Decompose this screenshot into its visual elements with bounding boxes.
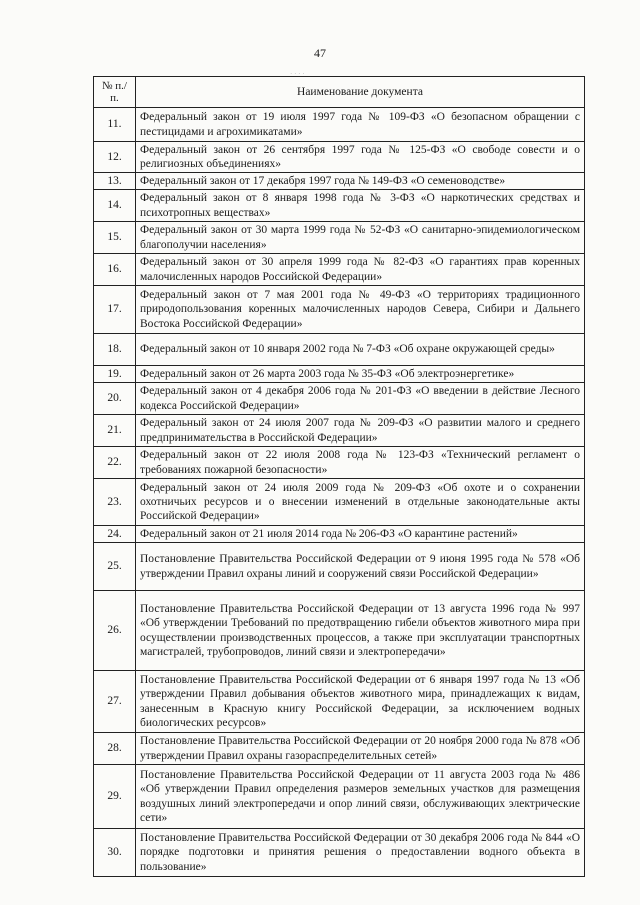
row-document-name: Федеральный закон от 26 марта 2003 года № 35-ФЗ «Об электроэнергетике» xyxy=(136,366,585,383)
row-number: 21. xyxy=(94,415,136,447)
row-document-name: Федеральный закон от 4 декабря 2006 года № 201-ФЗ «О введении в действие Лесного кодекса Российской Федерации» xyxy=(136,383,585,415)
documents-table xyxy=(93,76,585,877)
table-row xyxy=(94,479,585,526)
table-row xyxy=(94,526,585,543)
header-number: № п./п. xyxy=(94,77,136,108)
row-document-name: Постановление Правительства Российской Федерации от 13 августа 1996 года № 997 «Об утверждении Требований по предотвращению гибели объектов животного мира при осуществлении производственных процессов, а также при эксплуатации транспортных магистралей, трубопроводов, линий связи и электропередачи» xyxy=(136,591,585,671)
table-row xyxy=(94,108,585,142)
table-row xyxy=(94,366,585,383)
row-number: 15. xyxy=(94,222,136,254)
row-document-name: Федеральный закон от 24 июля 2007 года № 209-ФЗ «О развитии малого и среднего предпринимательства в Российской Федерации» xyxy=(136,415,585,447)
row-number: 17. xyxy=(94,286,136,334)
header-document-name: Наименование документа xyxy=(136,77,585,108)
table-row xyxy=(94,671,585,733)
row-document-name: Федеральный закон от 8 января 1998 года № 3-ФЗ «О наркотических средствах и психотропных веществах» xyxy=(136,190,585,222)
row-document-name: Федеральный закон от 7 мая 2001 года № 49-ФЗ «О территориях традиционного природопользования коренных малочисленных народов Севера, Сибири и Дальнего Востока Российской Федерации» xyxy=(136,286,585,334)
table-row xyxy=(94,190,585,222)
row-number: 23. xyxy=(94,479,136,526)
row-number: 25. xyxy=(94,543,136,591)
table-row xyxy=(94,765,585,829)
row-number: 24. xyxy=(94,526,136,543)
page-number: 47 xyxy=(314,46,326,60)
row-number: 22. xyxy=(94,447,136,479)
table-header-row xyxy=(94,77,585,108)
row-document-name: Постановление Правительства Российской Федерации от 20 ноября 2000 года № 878 «Об утверждении Правил охраны газораспределительных сетей» xyxy=(136,733,585,765)
table-row xyxy=(94,415,585,447)
table-row xyxy=(94,142,585,173)
scan-specks: · · · · xyxy=(290,70,305,78)
row-document-name: Постановление Правительства Российской Федерации от 9 июня 1995 года № 578 «Об утверждении Правил охраны линий и сооружений связи Российской Федерации» xyxy=(136,543,585,591)
table-row xyxy=(94,334,585,366)
row-document-name: Постановление Правительства Российской Федерации от 30 декабря 2006 года № 844 «О порядке подготовки и принятия решения о предоставлении водного объекта в пользование» xyxy=(136,829,585,877)
table-row xyxy=(94,286,585,334)
row-document-name: Федеральный закон от 30 апреля 1999 года № 82-ФЗ «О гарантиях прав коренных малочисленных народов Российской Федерации» xyxy=(136,254,585,286)
table-row xyxy=(94,173,585,190)
table-row xyxy=(94,383,585,415)
row-number: 12. xyxy=(94,142,136,173)
row-document-name: Постановление Правительства Российской Федерации от 11 августа 2003 года № 486 «Об утверждении Правил определения размеров земельных участков для размещения воздушных линий электропередачи и опор линий связи, обслуживающих электрические сети» xyxy=(136,765,585,829)
table-row xyxy=(94,254,585,286)
table-row xyxy=(94,733,585,765)
row-number: 26. xyxy=(94,591,136,671)
table-body xyxy=(94,108,585,877)
row-document-name: Постановление Правительства Российской Федерации от 6 января 1997 года № 13 «Об утверждении Правил добывания объектов животного мира, принадлежащих к видам, занесенным в Красную книгу Российской Федерации, за исключением водных биологических ресурсов» xyxy=(136,671,585,733)
row-document-name: Федеральный закон от 24 июля 2009 года № 209-ФЗ «Об охоте и о сохранении охотничьих ресурсов и о внесении изменений в отдельные законодательные акты Российской Федерации» xyxy=(136,479,585,526)
table-row xyxy=(94,591,585,671)
row-number: 11. xyxy=(94,108,136,142)
row-number: 19. xyxy=(94,366,136,383)
row-document-name: Федеральный закон от 21 июля 2014 года № 206-ФЗ «О карантине растений» xyxy=(136,526,585,543)
row-document-name: Федеральный закон от 10 января 2002 года № 7-ФЗ «Об охране окружающей среды» xyxy=(136,334,585,366)
table-row xyxy=(94,447,585,479)
row-number: 29. xyxy=(94,765,136,829)
row-document-name: Федеральный закон от 22 июля 2008 года № 123-ФЗ «Технический регламент о требованиях пожарной безопасности» xyxy=(136,447,585,479)
table-row xyxy=(94,543,585,591)
row-number: 18. xyxy=(94,334,136,366)
row-number: 27. xyxy=(94,671,136,733)
row-number: 16. xyxy=(94,254,136,286)
row-number: 28. xyxy=(94,733,136,765)
table-row xyxy=(94,829,585,877)
row-document-name: Федеральный закон от 26 сентября 1997 года № 125-ФЗ «О свободе совести и о религиозных объединениях» xyxy=(136,142,585,173)
row-number: 13. xyxy=(94,173,136,190)
row-number: 20. xyxy=(94,383,136,415)
row-number: 30. xyxy=(94,829,136,877)
row-document-name: Федеральный закон от 30 марта 1999 года № 52-ФЗ «О санитарно-эпидемиологическом благополучии населения» xyxy=(136,222,585,254)
row-document-name: Федеральный закон от 19 июля 1997 года № 109-ФЗ «О безопасном обращении с пестицидами и агрохимикатами» xyxy=(136,108,585,142)
row-number: 14. xyxy=(94,190,136,222)
table-row xyxy=(94,222,585,254)
row-document-name: Федеральный закон от 17 декабря 1997 года № 149-ФЗ «О семеноводстве» xyxy=(136,173,585,190)
